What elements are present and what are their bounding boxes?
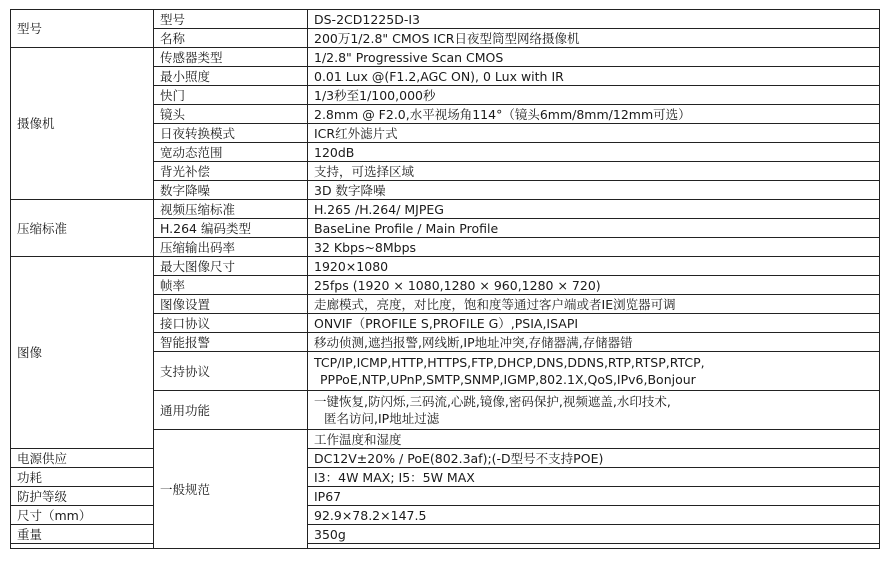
row-label: 压缩输出码率 <box>154 238 308 257</box>
row-label-empty <box>11 544 154 549</box>
row-label: H.264 编码类型 <box>154 219 308 238</box>
row-value: 32 Kbps~8Mbps <box>308 238 880 257</box>
row-value: 移动侦测,遮挡报警,网线断,IP地址冲突,存储器满,存储器错 <box>308 333 880 352</box>
row-value: DS-2CD1225D-I3 <box>308 10 880 29</box>
row-value: 25fps (1920 × 1080,1280 × 960,1280 × 720) <box>308 276 880 295</box>
table-row <box>11 544 880 549</box>
row-value: 200万1/2.8" CMOS ICR日夜型筒型网络摄像机 <box>308 29 880 48</box>
group-general: 一般规范 <box>154 430 308 549</box>
row-label: 电源供应 <box>11 449 154 468</box>
row-label: 防护等级 <box>11 487 154 506</box>
row-label: 宽动态范围 <box>154 143 308 162</box>
row-value: 支持，可选择区域 <box>308 162 880 181</box>
group-model: 型号 <box>11 10 154 48</box>
row-value-empty <box>308 544 880 549</box>
row-label: 智能报警 <box>154 333 308 352</box>
table-row <box>11 525 880 544</box>
row-value: ONVIF（PROFILE S,PROFILE G）,PSIA,ISAPI <box>308 314 880 333</box>
row-label: 支持协议 <box>154 352 308 391</box>
row-value: 0.01 Lux @(F1.2,AGC ON), 0 Lux with IR <box>308 67 880 86</box>
row-value: I3：4W MAX; I5：5W MAX <box>308 468 880 487</box>
functions-line-1: 一键恢复,防闪烁,三码流,心跳,镜像,密码保护,视频遮盖,水印技术, <box>314 394 671 409</box>
protocols-line-2: PPPoE,NTP,UPnP,SMTP,SNMP,IGMP,802.1X,QoS,IPv6,Bonjour <box>320 372 696 387</box>
row-value: DC12V±20% / PoE(802.3af);(-D型号不支持POE) <box>308 449 880 468</box>
row-label: 名称 <box>154 29 308 48</box>
row-label: 图像设置 <box>154 295 308 314</box>
row-label: 通用功能 <box>154 391 308 430</box>
row-value: ICR红外滤片式 <box>308 124 880 143</box>
row-value: 120dB <box>308 143 880 162</box>
row-value: 1920×1080 <box>308 257 880 276</box>
row-value: 1/3秒至1/100,000秒 <box>308 86 880 105</box>
table-row <box>11 449 880 468</box>
group-camera: 摄像机 <box>11 48 154 200</box>
row-label: 工作温度和湿度 <box>308 430 880 449</box>
row-value: H.265 /H.264/ MJPEG <box>308 200 880 219</box>
row-label: 重量 <box>11 525 154 544</box>
row-value: IP67 <box>308 487 880 506</box>
row-value <box>308 391 880 430</box>
table-row <box>11 200 880 219</box>
table-row <box>11 487 880 506</box>
row-label: 视频压缩标准 <box>154 200 308 219</box>
row-value: 2.8mm @ F2.0,水平视场角114°（镜头6mm/8mm/12mm可选） <box>308 105 880 124</box>
group-compression: 压缩标准 <box>11 200 154 257</box>
table-row <box>11 10 880 29</box>
table-row <box>11 48 880 67</box>
row-value: BaseLine Profile / Main Profile <box>308 219 880 238</box>
row-label: 背光补偿 <box>154 162 308 181</box>
row-value: 1/2.8" Progressive Scan CMOS <box>308 48 880 67</box>
group-image: 图像 <box>11 257 154 449</box>
row-value: 走廊模式，亮度，对比度，饱和度等通过客户端或者IE浏览器可调 <box>308 295 880 314</box>
row-label: 接口协议 <box>154 314 308 333</box>
row-label: 日夜转换模式 <box>154 124 308 143</box>
row-label: 尺寸（mm） <box>11 506 154 525</box>
row-value: 3D 数字降噪 <box>308 181 880 200</box>
row-value <box>308 352 880 391</box>
row-label: 帧率 <box>154 276 308 295</box>
protocols-line-1: TCP/IP,ICMP,HTTP,HTTPS,FTP,DHCP,DNS,DDNS,RTP,RTSP,RTCP, <box>314 355 705 370</box>
table-row <box>11 506 880 525</box>
row-label: 镜头 <box>154 105 308 124</box>
row-label: 功耗 <box>11 468 154 487</box>
functions-line-2: 匿名访问,IP地址过滤 <box>324 411 440 426</box>
table-row <box>11 257 880 276</box>
table-row <box>11 468 880 487</box>
row-label: 最小照度 <box>154 67 308 86</box>
row-label: 最大图像尺寸 <box>154 257 308 276</box>
spec-table <box>10 9 880 549</box>
row-label: 数字降噪 <box>154 181 308 200</box>
row-label: 快门 <box>154 86 308 105</box>
row-label: 型号 <box>154 10 308 29</box>
row-value: 350g <box>308 525 880 544</box>
row-value: 92.9×78.2×147.5 <box>308 506 880 525</box>
row-label: 传感器类型 <box>154 48 308 67</box>
